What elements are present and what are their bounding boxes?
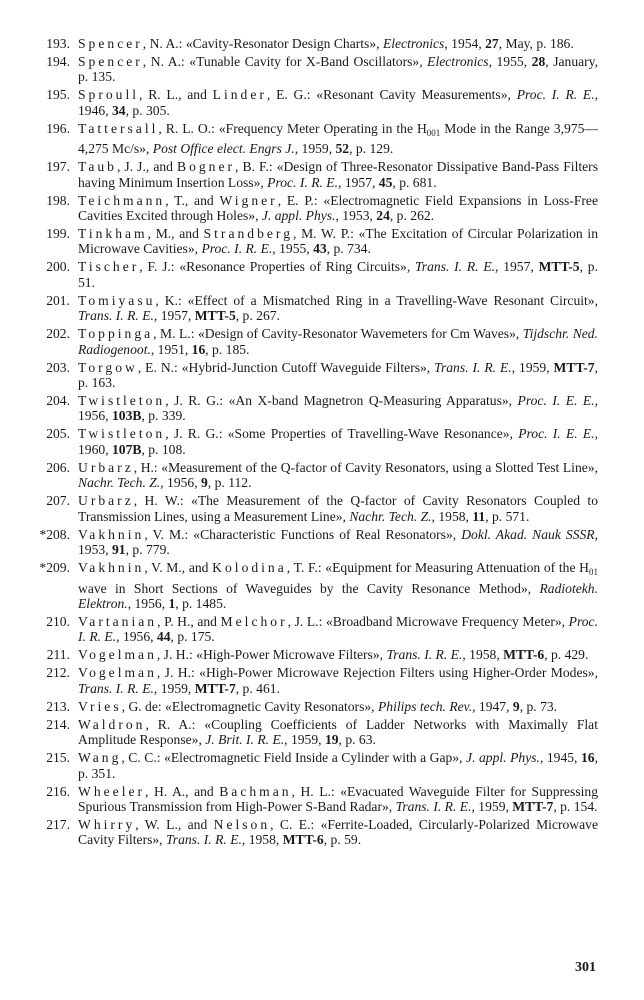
volume-number: 19 xyxy=(324,732,339,748)
reference-text-segment: , E. G.: «Resonant Cavity Measurements», xyxy=(266,87,517,103)
author-surname: Taub xyxy=(78,159,117,175)
reference-text-segment: , K.: «Effect of a Mismatched Ring in a Travelling-Wave Resonant Circuit», xyxy=(155,292,598,308)
volume-number: 24 xyxy=(376,208,390,224)
journal-title: Trans. I. R. E. xyxy=(395,798,472,814)
author-surname: Vakhnin xyxy=(78,560,145,576)
journal-title: Trans. I. R. E. xyxy=(434,359,512,375)
reference-text-segment: , V. M.: «Characteristic Functions of Real Resonators», xyxy=(144,526,462,542)
mode-subscript: 01 xyxy=(589,567,598,578)
author-surname: Waldron xyxy=(78,716,146,732)
reference-text-segment: wave in Short Sections of Waveguides by the Cavity Resonance Method», xyxy=(78,580,540,596)
reference-text-segment: , M., and xyxy=(147,226,204,242)
reference-text xyxy=(78,665,598,696)
reference-entry xyxy=(30,121,598,157)
author-surname: Vakhnin xyxy=(78,526,145,542)
reference-text-segment: , E. P.: «Electromagnetic Field Expansions in Loss-Free Cavities Excited through Holes», xyxy=(78,192,598,224)
reference-text-segment: , 1947, xyxy=(472,698,513,714)
journal-title: Trans. I. R. E. xyxy=(165,832,242,848)
author-surname: Vartanian xyxy=(78,613,158,629)
reference-number: 202. xyxy=(46,326,70,342)
reference-text-segment: , 1959, xyxy=(471,798,513,814)
author-surname: Nelson xyxy=(213,816,271,832)
journal-title: J. appl. Phys. xyxy=(466,750,540,766)
journal-title: Trans. I. R. E. xyxy=(415,259,496,275)
reference-text-segment: , C. E.: «Ferrite-Loaded, Circularly-Polarized Microwave Cavity Filters», xyxy=(78,816,598,848)
reference-text-segment: , 1959, xyxy=(153,680,195,696)
reference-text xyxy=(78,699,598,714)
volume-number: 45 xyxy=(378,174,393,190)
reference-text xyxy=(78,121,598,157)
reference-number: 206. xyxy=(46,459,70,475)
reference-text-segment: , p. 175. xyxy=(170,629,215,645)
volume-number: MTT-5 xyxy=(538,259,580,275)
author-surname: Spencer xyxy=(78,36,143,51)
volume-number: MTT-7 xyxy=(553,359,595,375)
reference-entry xyxy=(30,226,598,257)
reference-entry xyxy=(30,493,598,524)
volume-number: MTT-5 xyxy=(194,308,236,324)
reference-text-segment: , J. H.: «High-Power Microwave Rejection Filters using Higher-Order Modes», xyxy=(156,665,598,681)
reference-entry xyxy=(30,426,598,457)
reference-text-segment: , J. J., and xyxy=(116,159,177,175)
reference-text-segment: , H. L.: «Evacuated Waveguide Filter for Suppressing Spurious Transmission from High-Power S-Band Radar», xyxy=(78,783,598,814)
reference-text-segment: , 1956, xyxy=(78,393,598,424)
reference-text xyxy=(78,817,598,848)
reference-text-segment: , C. C.: «Electromagnetic Field Inside a Cylinder with a Gap», xyxy=(121,750,467,766)
reference-text-segment: , H. A., and xyxy=(145,783,220,799)
reference-text-segment: , J. L.: «Broadband Microwave Frequency Meter», xyxy=(287,613,569,629)
reference-number: *208. xyxy=(39,526,70,542)
reference-text-segment: , p. 112. xyxy=(207,475,252,491)
reference-number: 217. xyxy=(46,816,70,832)
reference-text-segment: , 1953, xyxy=(335,208,377,224)
reference-entry xyxy=(30,699,598,714)
reference-text xyxy=(78,54,598,85)
reference-number: 213. xyxy=(46,698,70,714)
reference-text-segment: , p. 163. xyxy=(78,359,598,391)
journal-title: Proc. I. E. E. xyxy=(517,393,595,409)
reference-text-segment: , H. W.: «The Measurement of the Q-factor of Cavity Resonators Coupled to Transmission Lines, using a Measurement Line», xyxy=(78,493,598,524)
author-surname: Vogelman xyxy=(78,647,157,663)
reference-text-segment: , 1958, xyxy=(431,508,473,524)
reference-text-segment: , p. 267. xyxy=(235,308,280,324)
reference-entry xyxy=(30,360,598,391)
reference-number: 193. xyxy=(46,36,70,51)
volume-number: MTT-6 xyxy=(503,647,545,663)
author-surname: Tattersall xyxy=(78,120,159,136)
reference-entry xyxy=(30,293,598,324)
author-surname: Twistleton xyxy=(78,393,166,409)
reference-text-segment: , p. 305. xyxy=(125,102,170,118)
reference-number: 205. xyxy=(46,426,70,442)
journal-title: J. appl. Phys. xyxy=(261,208,336,224)
reference-text-segment: , 1945, xyxy=(539,750,581,766)
reference-text-segment: , 1954, xyxy=(444,36,486,51)
journal-title: Radiotekh. Elektron. xyxy=(78,580,598,611)
reference-text-segment: , J. R. G.: «An X-band Magnetron Q-Measuring Apparatus», xyxy=(165,393,518,409)
reference-entry xyxy=(30,54,598,85)
volume-number: 107B xyxy=(111,441,142,457)
reference-text-segment: , R. A.: «Coupling Coefficients of Ladder Networks with Maximally Flat Amplitude Response», xyxy=(78,716,598,748)
reference-text-segment: , 1958, xyxy=(241,832,283,848)
volume-number: 9 xyxy=(201,475,208,491)
page-number: 301 xyxy=(575,960,596,975)
reference-number: 215. xyxy=(46,750,70,766)
journal-title: Proc. I. R. E. xyxy=(267,174,339,190)
reference-text-segment: , T., and xyxy=(165,192,220,208)
reference-entry xyxy=(30,87,598,118)
reference-text-segment: , 1957, xyxy=(153,308,195,324)
reference-text xyxy=(78,460,598,491)
reference-text-segment: Mode in the Range 3,975—4,275 Mc/s», xyxy=(78,120,598,157)
reference-text-segment: , p. 429. xyxy=(544,647,589,663)
journal-title: Proc. I. E. E. xyxy=(518,426,595,442)
reference-text-segment: , 1953, xyxy=(78,526,599,558)
reference-number: 199. xyxy=(46,226,70,242)
volume-number: 103B xyxy=(111,408,142,424)
reference-text xyxy=(78,717,598,748)
reference-text xyxy=(78,393,598,424)
mode-subscript: 001 xyxy=(426,127,441,138)
reference-text xyxy=(78,159,598,190)
reference-text-segment: , M. L.: «Design of Cavity-Resonator Wavemeters for Cm Waves», xyxy=(153,326,523,342)
reference-text-segment: , G. de: «Electromagnetic Cavity Resonators», xyxy=(121,698,378,714)
journal-title: Proc. I. R. E. xyxy=(201,241,273,257)
author-surname: Urbarz xyxy=(78,493,134,509)
reference-text-segment: , p. 262. xyxy=(389,208,435,224)
reference-text-segment: , 1956, xyxy=(160,475,201,491)
author-surname: Tomiyasu xyxy=(78,292,156,308)
volume-number: MTT-7 xyxy=(512,798,554,814)
reference-text-segment: , R. L., and xyxy=(139,87,213,103)
reference-entry xyxy=(30,817,598,848)
journal-title: Post Office elect. Engrs J. xyxy=(152,141,295,157)
reference-text-segment: , p. 1485. xyxy=(175,595,227,611)
reference-number: 216. xyxy=(46,783,70,799)
reference-text-segment: , F. J.: «Resonance Properties of Ring Circuits», xyxy=(139,259,415,275)
author-surname: Toppinga xyxy=(78,326,154,342)
reference-text xyxy=(78,36,598,51)
volume-number: 9 xyxy=(512,698,520,714)
reference-text-segment: , B. F.: «Design of Three-Resonator Dissipative Band-Pass Filters having Minimum Insertion Loss», xyxy=(78,159,598,190)
reference-entry xyxy=(30,393,598,424)
reference-text xyxy=(78,493,598,524)
reference-text-segment: , 1959, xyxy=(294,141,336,157)
journal-title: Trans. I. R. E. xyxy=(386,647,463,663)
reference-text xyxy=(78,226,598,257)
author-surname: Linder xyxy=(212,87,267,103)
journal-title: Electronics xyxy=(427,54,489,69)
reference-text xyxy=(78,87,598,118)
reference-text-segment: , p. 129. xyxy=(349,141,394,157)
journal-title: Dokl. Akad. Nauk SSSR xyxy=(461,526,595,542)
journal-title: Nachr. Tech. Z. xyxy=(78,475,161,491)
author-surname: Kolodina xyxy=(212,560,287,576)
reference-text xyxy=(78,360,598,391)
reference-text-segment: , p. 351. xyxy=(78,750,598,781)
reference-entry xyxy=(30,36,598,51)
journal-title: Nachr. Tech. Z. xyxy=(349,508,432,524)
volume-number: 1 xyxy=(168,595,176,611)
reference-list xyxy=(30,36,598,850)
reference-text-segment: , 1956, xyxy=(116,629,157,645)
reference-text-segment: , 1957, xyxy=(338,174,379,190)
journal-title: Electronics xyxy=(382,36,445,51)
reference-entry xyxy=(30,259,598,290)
reference-text-segment: , p. 779. xyxy=(125,542,170,558)
reference-text-segment: , p. 681. xyxy=(392,174,437,190)
reference-number: 197. xyxy=(46,159,70,175)
reference-text-segment: , 1955, xyxy=(488,54,532,69)
reference-text-segment: , M. W. P.: «The Excitation of Circular Polarization in Microwave Cavities», xyxy=(78,226,598,257)
reference-text xyxy=(78,193,598,224)
reference-text-segment: , p. 154. xyxy=(553,798,598,814)
reference-number: 198. xyxy=(46,192,70,208)
reference-text-segment: , H.: «Measurement of the Q-factor of Cavity Resonators, using a Slotted Test Line», xyxy=(133,459,598,475)
author-surname: Teichmann xyxy=(78,192,166,208)
reference-number: 195. xyxy=(46,87,70,103)
journal-title: Trans. I. R. E. xyxy=(78,308,154,324)
reference-text-segment: , 1958, xyxy=(462,647,504,663)
reference-text-segment: , J. H.: «High-Power Microwave Filters», xyxy=(156,647,387,663)
author-surname: Tischer xyxy=(78,259,140,275)
author-surname: Whirry xyxy=(78,816,136,832)
volume-number: MTT-6 xyxy=(282,832,324,848)
author-surname: Torgow xyxy=(78,359,138,375)
reference-number: 214. xyxy=(46,716,70,732)
reference-text-segment: , May, p. 186. xyxy=(498,36,574,51)
journal-title: Proc. I. R. E. xyxy=(516,87,595,103)
reference-text-segment: , 1959, xyxy=(511,359,554,375)
volume-number: 52 xyxy=(335,141,350,157)
author-surname: Vries xyxy=(78,698,122,714)
reference-number: 196. xyxy=(46,120,70,136)
reference-entry xyxy=(30,460,598,491)
reference-entry xyxy=(30,326,598,357)
author-surname: Melchor xyxy=(220,613,288,629)
author-surname: Strandberg xyxy=(203,226,293,242)
reference-entry xyxy=(30,717,598,748)
reference-text xyxy=(78,750,598,781)
reference-text-segment: , p. 73. xyxy=(519,698,558,714)
reference-text xyxy=(78,560,598,611)
reference-text-segment: , p. 734. xyxy=(326,241,371,257)
volume-number: 16 xyxy=(191,341,206,357)
author-surname: Twistleton xyxy=(78,426,166,442)
volume-number: 28 xyxy=(531,54,546,69)
reference-entry xyxy=(30,527,598,558)
author-surname: Urbarz xyxy=(78,459,134,475)
reference-entry xyxy=(30,193,598,224)
reference-entry xyxy=(30,750,598,781)
reference-text-segment: , T. F.: «Equipment for Measuring Attenuation of the H xyxy=(286,560,589,576)
journal-title: Philips tech. Rev. xyxy=(377,698,473,714)
reference-text-segment: , 1955, xyxy=(272,241,314,257)
reference-number: 211. xyxy=(46,647,70,663)
volume-number: 16 xyxy=(581,750,595,766)
reference-entry xyxy=(30,665,598,696)
author-surname: Sproull xyxy=(78,87,140,103)
reference-text-segment: , p. 571. xyxy=(485,508,530,524)
reference-text xyxy=(78,784,598,815)
reference-text-segment: , p. 185. xyxy=(205,341,250,357)
volume-number: 34 xyxy=(111,102,126,118)
author-surname: Vogelman xyxy=(78,665,157,681)
reference-text-segment: , p. 461. xyxy=(235,680,280,696)
reference-text xyxy=(78,326,598,357)
reference-entry xyxy=(30,560,598,611)
journal-title: Tijdschr. Ned. Radiogenoot. xyxy=(78,326,599,357)
reference-text-segment: , N. A.: «Tunable Cavity for X-Band Oscillators», xyxy=(142,54,428,69)
reference-text-segment: , J. R. G.: «Some Properties of Travelling-Wave Resonance», xyxy=(165,426,519,442)
reference-text xyxy=(78,426,598,457)
reference-text-segment: , W. L., and xyxy=(135,816,214,832)
reference-text-segment: , 1959, xyxy=(284,732,325,748)
volume-number: 43 xyxy=(313,241,327,257)
volume-number: MTT-7 xyxy=(194,680,236,696)
reference-text-segment: , 1960, xyxy=(78,426,598,457)
reference-text-segment: , R. L. O.: «Frequency Meter Operating in the H xyxy=(158,120,427,136)
reference-text-segment: , 1957, xyxy=(495,259,539,275)
reference-number: 210. xyxy=(46,613,70,629)
reference-text-segment: , V. M., and xyxy=(144,560,213,576)
reference-number: *209. xyxy=(39,560,70,576)
reference-text-segment: , 1946, xyxy=(78,87,599,118)
reference-text xyxy=(78,647,598,662)
author-surname: Tinkham xyxy=(78,226,148,242)
reference-text-segment: , p. 51. xyxy=(78,259,598,290)
reference-text-segment: , 1956, xyxy=(127,595,169,611)
reference-text-segment: , p. 63. xyxy=(338,732,376,748)
reference-text xyxy=(78,259,598,290)
reference-number: 204. xyxy=(46,393,70,409)
reference-text-segment: , p. 59. xyxy=(323,832,362,848)
author-surname: Bachman xyxy=(219,783,292,799)
reference-text-segment: , p. 108. xyxy=(141,441,186,457)
reference-number: 203. xyxy=(46,359,70,375)
reference-text-segment: , January, p. 135. xyxy=(78,54,598,85)
volume-number: 91 xyxy=(111,542,126,558)
reference-text-segment: , E. N.: «Hybrid-Junction Cutoff Waveguide Filters», xyxy=(137,359,435,375)
reference-entry xyxy=(30,784,598,815)
reference-text-segment: , P. H., and xyxy=(157,613,221,629)
reference-text xyxy=(78,293,598,324)
reference-text-segment: , 1951, xyxy=(150,341,192,357)
author-surname: Wang xyxy=(78,750,122,766)
reference-text-segment: , N. A.: «Cavity-Resonator Design Charts», xyxy=(142,36,383,51)
author-surname: Wigner xyxy=(219,192,278,208)
reference-number: 207. xyxy=(46,493,70,509)
reference-number: 200. xyxy=(46,259,70,275)
reference-text xyxy=(78,614,598,645)
journal-title: Proc. I. R. E. xyxy=(78,613,598,645)
reference-entry xyxy=(30,614,598,645)
reference-text xyxy=(78,527,598,558)
author-surname: Spencer xyxy=(78,54,143,69)
journal-title: J. Brit. I. R. E. xyxy=(205,732,285,748)
reference-text-segment: , p. 339. xyxy=(141,408,186,424)
volume-number: 27 xyxy=(485,36,499,51)
reference-entry xyxy=(30,647,598,662)
author-surname: Bogner xyxy=(177,159,236,175)
reference-number: 212. xyxy=(46,665,70,681)
reference-number: 201. xyxy=(46,292,70,308)
volume-number: 11 xyxy=(472,508,486,524)
author-surname: Wheeler xyxy=(78,783,146,799)
volume-number: 44 xyxy=(156,629,171,645)
journal-title: Trans. I. R. E. xyxy=(78,680,154,696)
reference-entry xyxy=(30,159,598,190)
reference-number: 194. xyxy=(46,54,70,69)
